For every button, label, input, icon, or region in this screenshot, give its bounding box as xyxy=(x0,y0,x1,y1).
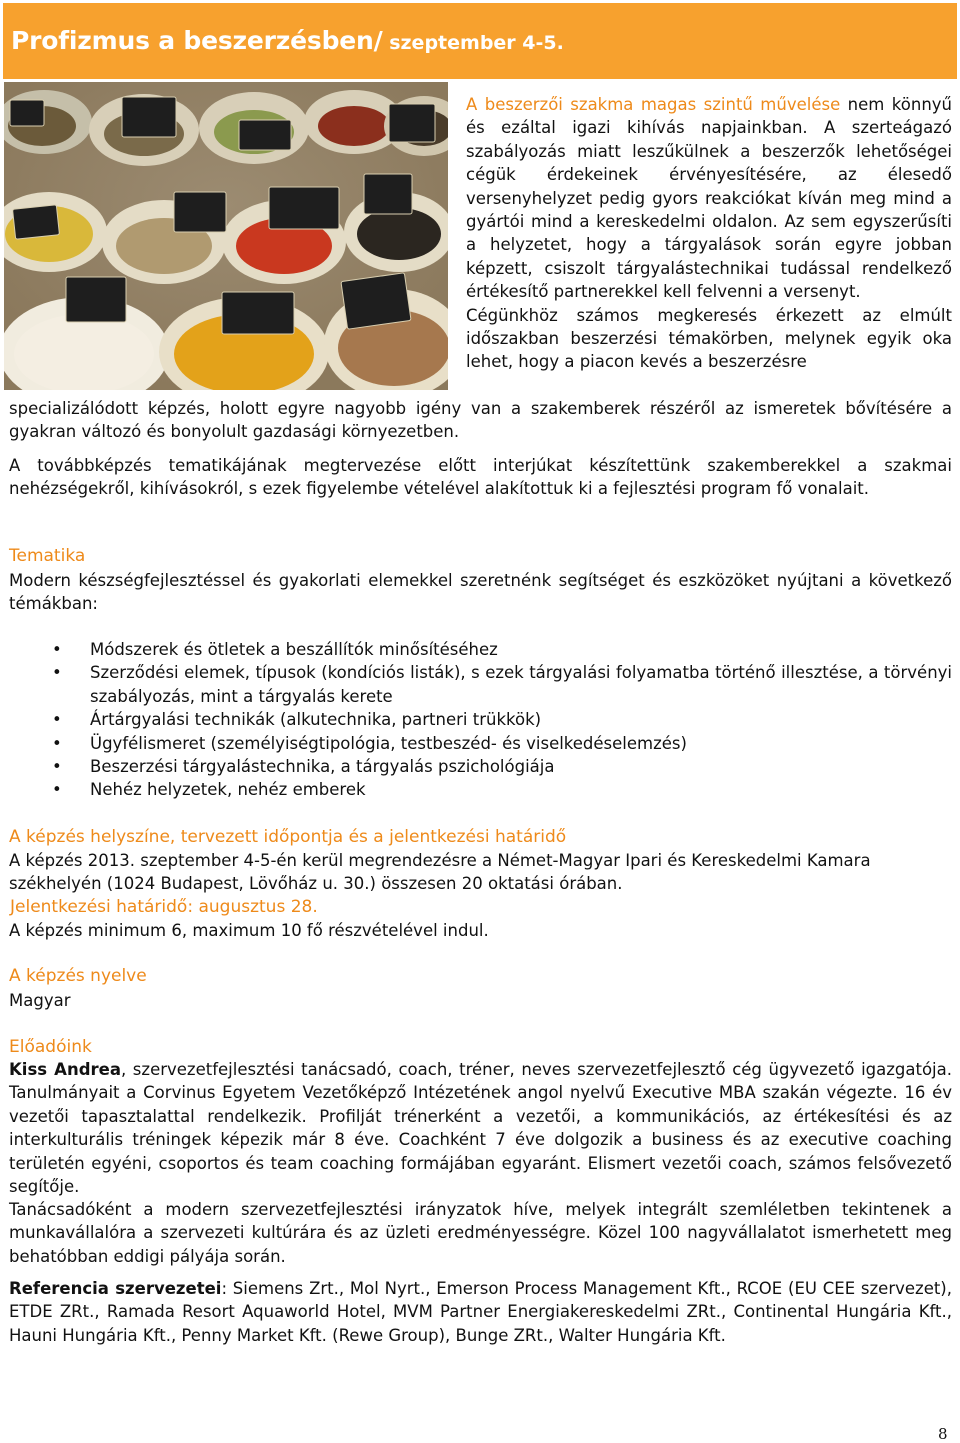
intro-highlight: A beszerzői szakma magas szintű művelése xyxy=(466,95,841,114)
tematika-heading: Tematika xyxy=(9,546,86,566)
nyelv-heading: A képzés nyelve xyxy=(9,966,147,986)
deadline: Jelentkezési határidő: augusztus 28. xyxy=(10,897,318,917)
eloadoink-heading: Előadóink xyxy=(9,1037,92,1057)
participants: A képzés minimum 6, maximum 10 fő részvételével indul. xyxy=(9,921,489,940)
list-item: • Ügyfélismeret (személyiségtipológia, testbeszéd- és viselkedéselemzés) xyxy=(40,732,952,755)
list-item: • Módszerek és ötletek a beszállítók minősítéséhez xyxy=(40,638,952,661)
reference-label: Referencia szervezetei xyxy=(9,1279,222,1298)
title-banner xyxy=(3,3,957,79)
tematika-list xyxy=(40,638,952,802)
intro-p2-continuation: specializálódott képzés, holott egyre nagyobb igény van a szakemberek részéről az ismeretek bővítésére a gyakran változó és bonyolult gazdasági környezetben. xyxy=(9,399,952,442)
helyszin-heading: A képzés helyszíne, tervezett időpontja és a jelentkezési határidő xyxy=(9,827,567,847)
presenter-bio xyxy=(9,1058,952,1198)
nyelv-value: Magyar xyxy=(9,991,71,1010)
intro-text: nem könnyű és ezáltal igazi kihívás napjainkban. A szerteágazó szabályozás miatt leszűkülnek a beszerzők lehetőségei cégük érdekeinek érvényesítésére, az élesedő versenyhelyzet pedig gyors reakciókat kíván meg mind a gyártói mind a kereskedelmi oldalon. Az sem egyszerűsíti a helyzetet, hogy a tárgyalások során egyre jobban képzett, csiszolt tárgyalástechnikai tudással rendelkező értékesítő partnerekkel kell felvenni a versenyt. xyxy=(466,95,952,302)
page-number: 8 xyxy=(938,1425,948,1443)
list-item: • Beszerzési tárgyalástechnika, a tárgyalás pszichológiája xyxy=(40,755,952,778)
list-item: • Szerződési elemek, típusok (kondíciós listák), s ezek tárgyalási folyamatba történő illesztése, a törvényi szabályozás, mint a tárgyalás kerete xyxy=(40,661,952,708)
tematika-intro: Modern készségfejlesztéssel és gyakorlati elemekkel szeretnénk segítséget és eszközöket nyújtani a következő témákban: xyxy=(9,571,952,614)
intro-p2-start: Cégünkhöz számos megkeresés érkezett az elmúlt időszakban beszerzési témakörben, melynek egyik oka lehet, hogy a piacon kevés a beszerzésre xyxy=(466,305,952,372)
list-item: • Ártárgyalási technikák (alkutechnika, partneri trükkök) xyxy=(40,708,952,731)
helyszin-text: A képzés 2013. szeptember 4-5-én kerül megrendezésre a Német-Magyar Ipari és Kereskedelmi Kamara székhelyén (1024 Budapest, Lövőház u. 30.) összesen 20 oktatási órában. xyxy=(9,851,871,894)
reference-paragraph xyxy=(9,1277,952,1347)
reference-text: : Siemens Zrt., Mol Nyrt., Emerson Process Management Kft., RCOE (EU CEE szervezet), ETDE ZRt., Ramada Resort Aquaworld Hotel, MVM Partner Energiakereskedelmi ZRt., Continental Hungária Kft., Hauni Hungária Kft., Penny Market Kft. (Rewe Group), Bunge ZRt., Walter Hungária Kft. xyxy=(9,1279,952,1345)
list-item: • Nehéz helyzetek, nehéz emberek xyxy=(40,778,952,801)
presenter-name: Kiss Andrea xyxy=(9,1060,121,1079)
banner-main-title: Profizmus a beszerzésben/ xyxy=(11,26,383,55)
presenter-bio-text: , szervezetfejlesztési tanácsadó, coach, tréner, neves szervezetfejlesztő cég ügyvezető igazgatója. Tanulmányait a Corvinus Egyetem Vezetőképző Intézetének angol nyelvű Executive MBA szakán végezte. 16 év vezetői tapasztalattal rendelkezik. Profilját trénerként a vezetői, a kommunikációs, az értékesítési és az interkulturális tréningek képezik már 8 éve. Coachként 7 éve dolgozik a business és az executive coaching területén egyéni, csoportos és team coaching formájában egyaránt. Elismert vezetői coach, számos felsővezető segítője. xyxy=(9,1060,952,1197)
intro-paragraph xyxy=(466,93,952,374)
presenter-bio-2: Tanácsadóként a modern szervezetfejlesztési irányzatok híve, melyek integrált szemléletben tekintenek a munkavállalóra a szervezeti kultúrára és az üzleti eredményességre. Közel 100 nagyvállalatot ismerhetett meg behatóbban eddigi pályája során. xyxy=(9,1200,952,1266)
program-paragraph: A továbbképzés tematikájának megtervezése előtt interjúkat készítettünk szakemberekkel a szakmai nehézségekről, kihívásokról, s ezek figyelembe vételével alakítottuk ki a fejlesztési program fő vonalait. xyxy=(9,456,952,499)
banner-date: szeptember 4-5. xyxy=(382,32,564,54)
banner-title xyxy=(11,26,564,55)
spice-market-photo xyxy=(4,82,448,390)
